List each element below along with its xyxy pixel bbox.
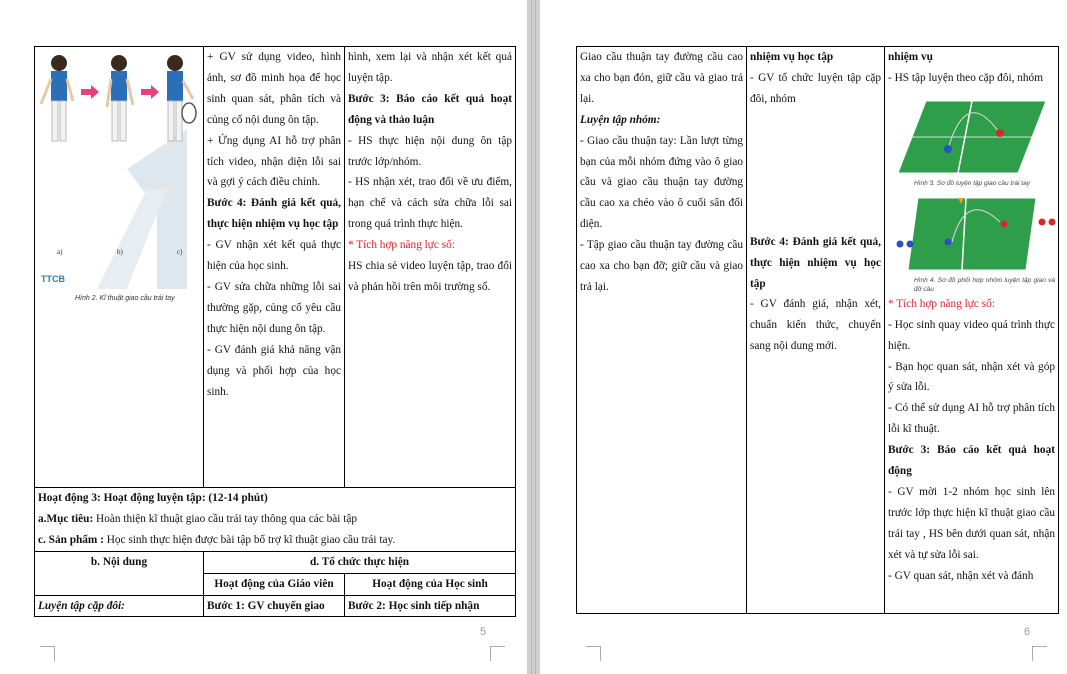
digital-skill-heading: * Tích hợp năng lực số:	[348, 239, 455, 252]
objective-line	[38, 509, 512, 530]
text-paragraph: + GV sử dụng video, hình ảnh, sơ đồ minh họa để học sinh quan sát, phân tích và củng cố nội dung ôn tập.	[207, 51, 341, 126]
text-paragraph: Giao cầu thuận tay đường cầu cao xa cho bạn đón, giữ cầu và giao trả lại.	[580, 51, 743, 105]
text-paragraph: HS chia sẻ video luyện tập, trao đổi và phản hồi trên môi trường số.	[348, 260, 512, 293]
player-figure	[41, 55, 73, 141]
step-heading: Bước 4: Đánh giá kết quả, thực hiện nhiệm vụ học tập	[750, 235, 881, 290]
text-paragraph: - Học sinh quay video quá trình thực hiện.	[888, 318, 1055, 352]
svg-text:c): c)	[177, 248, 183, 256]
spacer	[750, 110, 881, 232]
product-text: Học sinh thực hiện được bài tập bổ trợ kĩ thuật giao cầu trái tay.	[103, 533, 396, 546]
table-row	[35, 595, 516, 617]
activity-3-cell	[35, 488, 516, 552]
figure-cell	[35, 47, 204, 488]
objective-label: a.Mục tiêu:	[38, 512, 94, 525]
text-paragraph: - GV đánh giá khả năng vận dụng và phối hợp của học sinh.	[207, 343, 341, 398]
arrow-icon	[141, 85, 159, 99]
table-row	[35, 551, 516, 573]
backhand-serve-figure	[37, 49, 199, 299]
teacher-header: Hoạt động của Giáo viên	[204, 573, 345, 595]
text-paragraph: - Có thể sử dụng AI hỗ trợ phân tích lỗi kĩ thuật.	[888, 402, 1055, 436]
player-figure	[167, 55, 196, 141]
page-6	[540, 0, 1067, 674]
product-label: c. Sản phẩm :	[38, 533, 104, 546]
teacher-activity-cell	[204, 47, 345, 488]
page-number: 5	[480, 626, 487, 638]
crop-mark	[1032, 646, 1047, 661]
text-paragraph: - GV sửa chữa những lỗi sai thường gặp, củng cố yêu cầu thực hiện nội dung ôn tập.	[207, 280, 341, 335]
publisher-logo: TTCB	[41, 274, 65, 284]
table-row	[35, 47, 516, 488]
page-gutter	[527, 0, 540, 674]
teacher-step-cell: Bước 1: GV chuyển giao	[204, 595, 345, 617]
text-paragraph: - HS thực hiện nội dung ôn tập trước lớp/nhóm.	[348, 134, 512, 168]
lesson-table-page-5	[34, 46, 516, 617]
student-header: Hoạt động của Học sinh	[345, 573, 516, 595]
text-paragraph: - Giao cầu thuận tay: Lần lượt từng bạn của mỗi nhóm đứng vào ô giao cầu và giao cầu thuận tay đường cầu cao xa chéo vào ô cuối sân đối diện.	[580, 134, 743, 231]
student-activity-cell	[885, 47, 1059, 614]
svg-text:a): a)	[57, 248, 63, 256]
text-paragraph: - GV tổ chức luyện tập cặp đôi, nhóm	[750, 71, 881, 105]
crop-mark	[40, 646, 55, 661]
svg-text:b): b)	[117, 248, 123, 256]
group-practice-heading: Luyện tập nhóm:	[580, 113, 661, 126]
content-cell	[577, 47, 747, 614]
content-header: b. Nội dung	[35, 551, 204, 595]
crop-mark	[490, 646, 505, 661]
arrow-icon	[81, 85, 99, 99]
text-paragraph: hình, xem lại và nhận xét kết quả luyện tập.	[348, 51, 512, 84]
text-paragraph: - Tập giao cầu thuận tay đường cầu cao xa cho bạn đỡ; giữ cầu và giao trả lại.	[580, 239, 743, 293]
organization-header: d. Tổ chức thực hiện	[204, 551, 516, 573]
pair-practice-cell: Luyện tập cặp đôi:	[35, 595, 204, 617]
digital-skill-heading: * Tích hợp năng lực số:	[888, 297, 995, 310]
step-heading: Bước 3: Báo cáo kết quả hoạt động và thảo luận	[348, 92, 512, 126]
page-number: 6	[1024, 626, 1031, 638]
student-step-cell: Bước 2: Học sinh tiếp nhận	[345, 595, 516, 617]
objective-text: Hoàn thiện kĩ thuật giao cầu trái tay thông qua các bài tập	[93, 512, 358, 525]
text-paragraph: + Ứng dụng AI hỗ trợ phân tích video, nhận diện lỗi sai và gợi ý cách điều chỉnh.	[207, 134, 341, 189]
crop-mark	[586, 646, 601, 661]
text-paragraph: - GV quan sát, nhận xét và đánh	[888, 569, 1034, 582]
text-paragraph: - HS nhận xét, trao đổi về ưu điểm, hạn chế và cách sửa chữa lỗi sai trong quá trình thực hiện.	[348, 176, 512, 231]
text-paragraph: - GV mời 1-2 nhóm học sinh lên trước lớp thực hiện kĩ thuật giao cầu trái tay , HS bên dưới quan sát, nhận xét và tự sửa lỗi sai.	[888, 485, 1055, 561]
lesson-table-page-6	[576, 46, 1059, 614]
product-line	[38, 530, 512, 551]
player-figure	[107, 55, 133, 141]
text-paragraph: - Bạn học quan sát, nhận xét và góp ý sửa lỗi.	[888, 360, 1055, 394]
step-heading: Bước 4: Đánh giá kết quả, thực hiện nhiệm vụ học tập	[207, 197, 341, 231]
table-row	[35, 488, 516, 552]
court-caption: Hình 4. Sơ đồ phối hợp nhóm luyện tập giao và đỡ cầu	[914, 276, 1055, 293]
figure-caption: Hình 2. Kĩ thuật giao cầu trái tay	[75, 295, 175, 302]
table-row	[577, 47, 1059, 614]
step-heading: nhiệm vụ học tập	[750, 51, 834, 63]
court-caption: Hình 3. Sơ đồ luyện tập giao cầu trái tay	[914, 179, 1030, 187]
page-5	[0, 0, 527, 674]
text-paragraph: - HS tập luyện theo cặp đôi, nhóm	[888, 71, 1043, 84]
step-heading: Bước 3: Báo cáo kết quả hoạt động	[888, 444, 1055, 478]
step-heading: nhiệm vụ	[888, 51, 933, 63]
activity-title: Hoạt động 3: Hoạt động luyện tập: (12-14 phút)	[38, 492, 268, 504]
text-paragraph: - GV nhận xét kết quả thực hiện của học sinh.	[207, 239, 341, 273]
teacher-activity-cell	[747, 47, 885, 614]
court-diagram-2	[896, 192, 1058, 276]
text-paragraph: - GV đánh giá, nhận xét, chuẩn kiến thức, chuyển sang nội dung mới.	[750, 298, 881, 353]
student-activity-cell	[345, 47, 516, 488]
court-diagram-1	[896, 93, 1048, 179]
